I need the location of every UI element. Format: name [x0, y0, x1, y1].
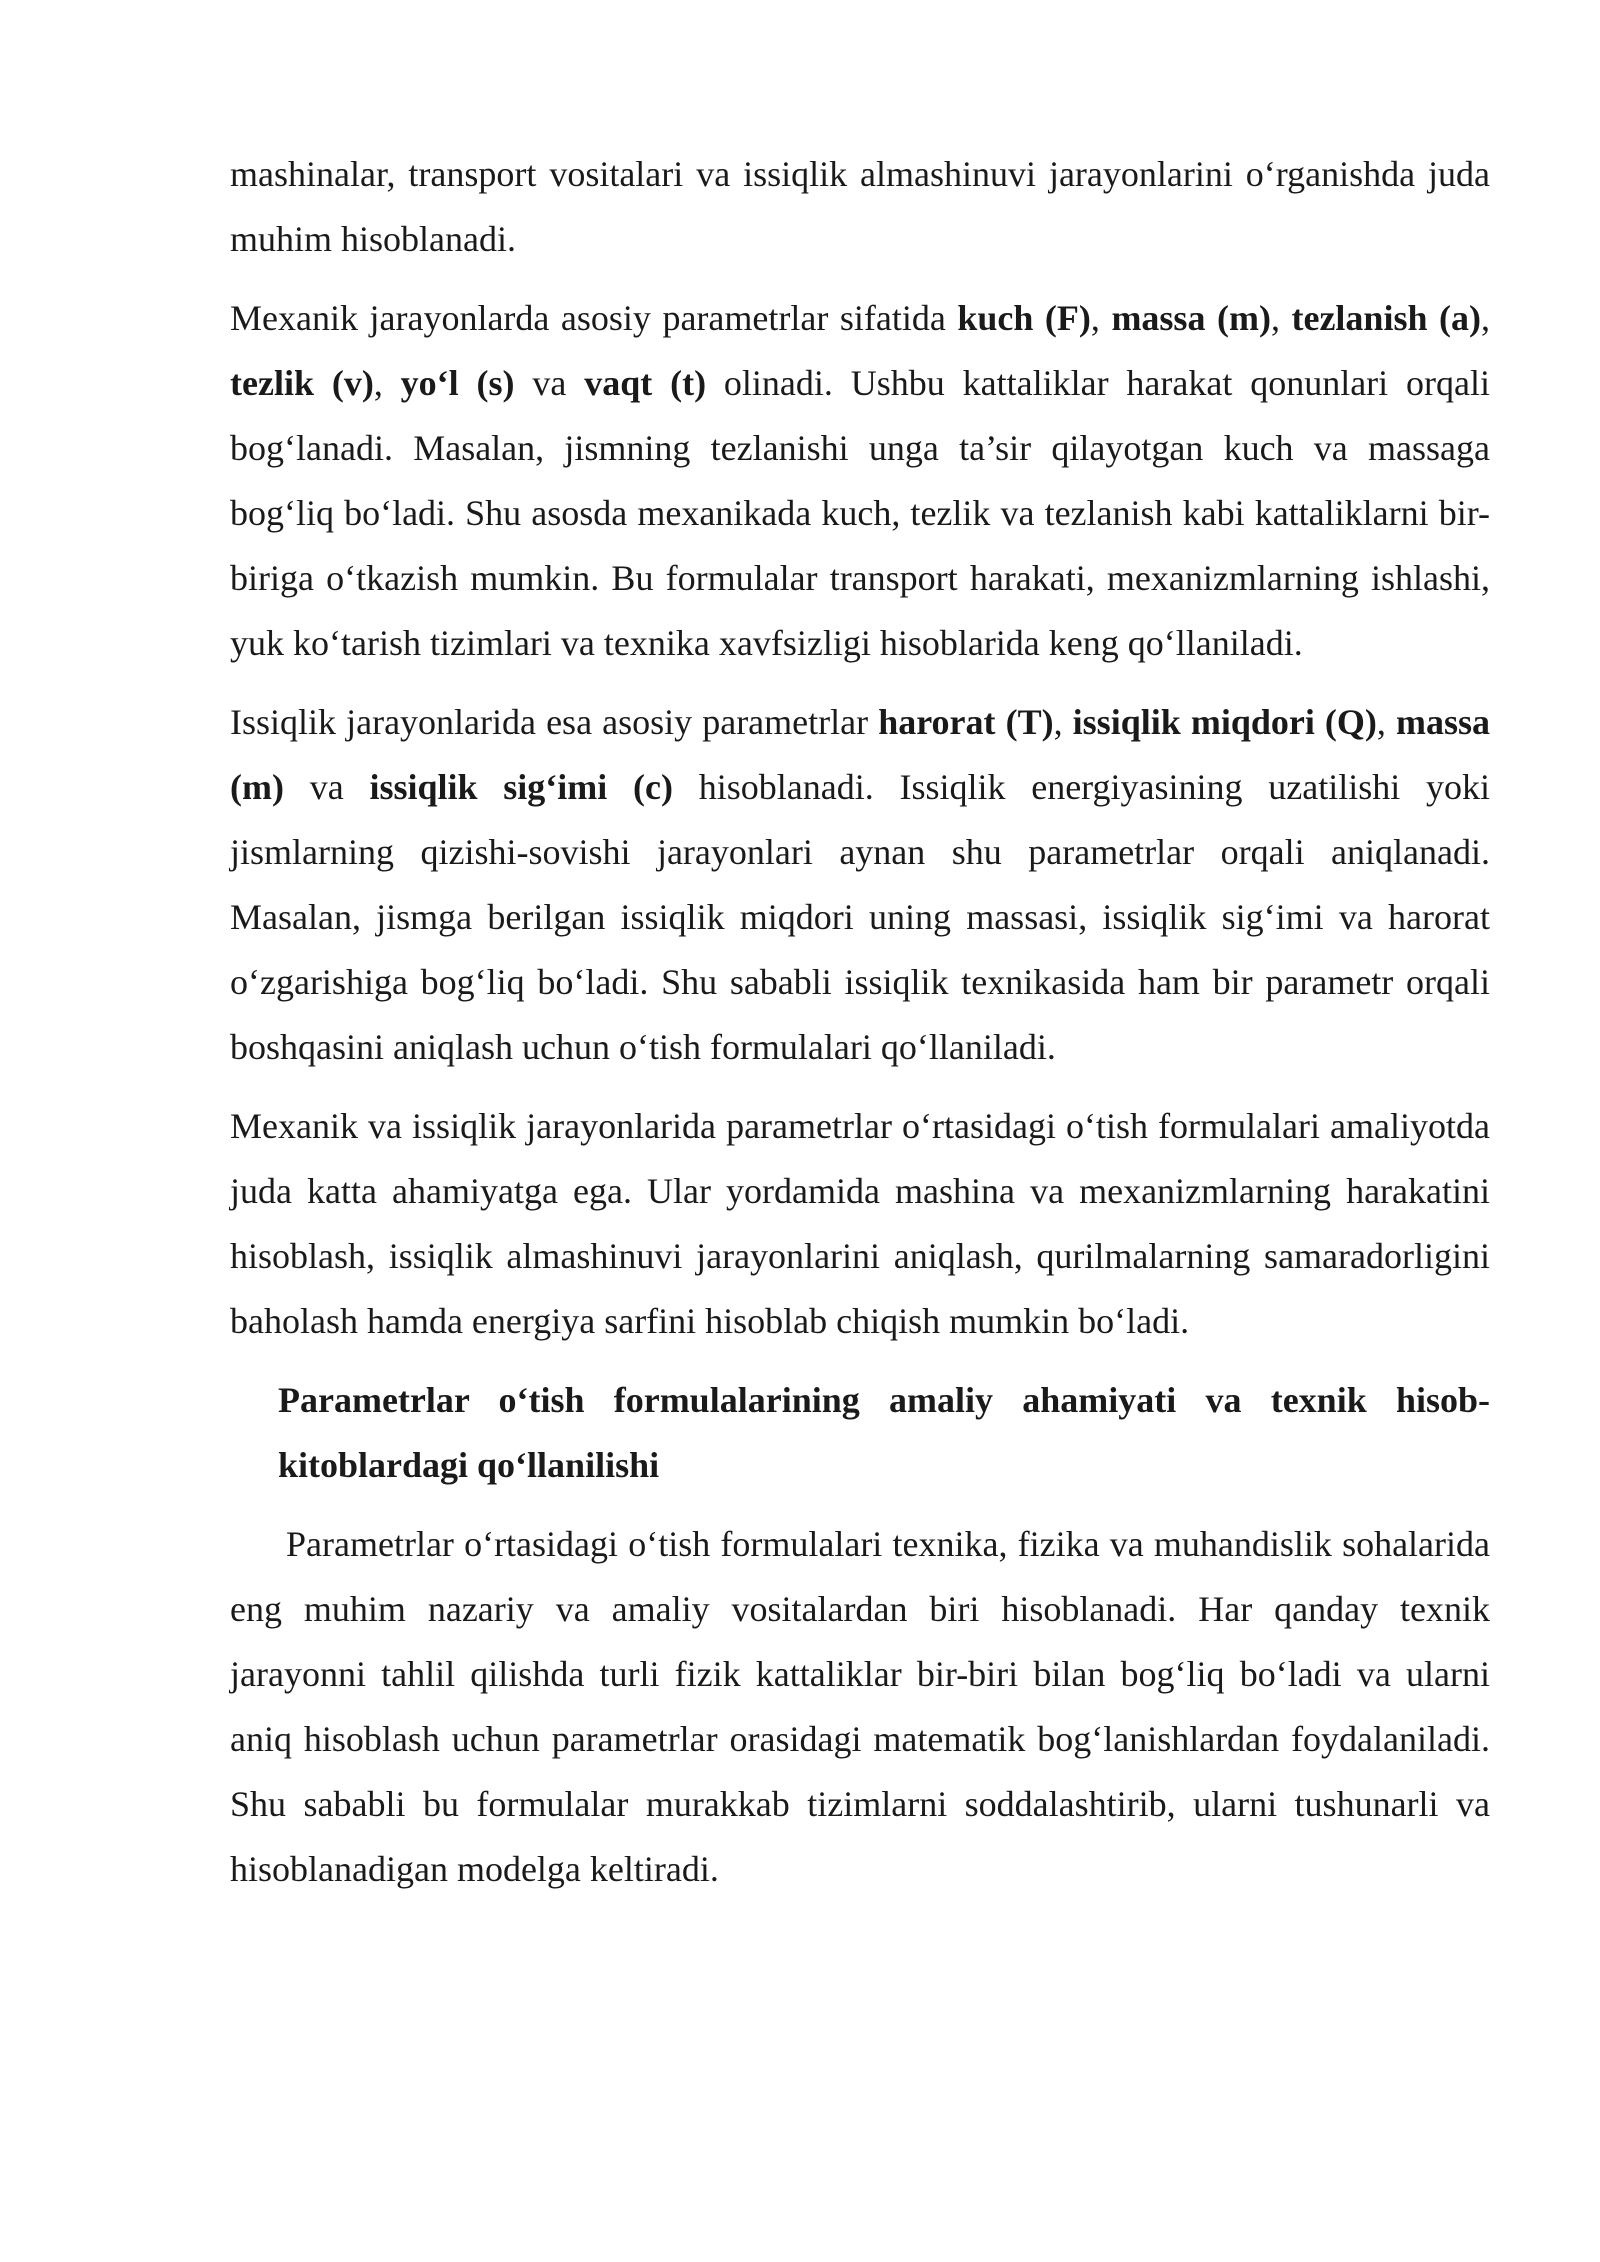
paragraph-mechanical-parameters: [230, 286, 1490, 676]
term-mass: massa (m): [230, 702, 1491, 807]
paragraph-text: ,: [1090, 298, 1112, 338]
term-temperature: harorat (T): [878, 702, 1054, 742]
paragraph-text: olinadi. Ushbu kattaliklar harakat qonunlari orqali bog‘lanadi. Masalan, jismning tezlanishi unga ta’sir qilayotgan kuch va massaga bog‘liq bo‘ladi. Shu asosda mexanikada kuch, tezlik va tezlanish kabi kattaliklarni bir-biriga o‘tkazish mumkin. Bu formulalar transport harakati, mexanizmlarning ishlashi, yuk ko‘tarish tizimlari va texnika xavfsizligi hisoblarida keng qo‘llaniladi.: [230, 363, 1491, 663]
paragraph-text: Parametrlar o‘rtasidagi o‘tish formulalari texnika, fizika va muhandislik sohalarida eng muhim nazariy va amaliy vositalardan biri hisoblanadi. Har qanday texnik jarayonni tahlil qilishda turli fizik kattaliklar bir-biri bilan bog‘liq bo‘ladi va ularni aniq hisoblash uchun parametrlar orasidagi matematik bog‘lanishlardan foydalaniladi. Shu sababli bu formulalar murakkab tizimlarni soddalashtirib, ularni tushunarli va hisoblanadigan modelga keltiradi.: [230, 1524, 1490, 1889]
paragraph-text: va: [514, 363, 585, 403]
paragraph-thermal-parameters: [230, 690, 1490, 1080]
paragraph-text: Issiqlik jarayonlarida esa asosiy parametrlar: [230, 702, 879, 742]
section-heading: [230, 1368, 1490, 1498]
term-distance: yo‘l (s): [400, 363, 515, 403]
document-body: [230, 142, 1490, 1916]
term-time: vaqt (t): [584, 363, 707, 403]
paragraph-text: ,: [1376, 702, 1396, 742]
paragraph-text: mashinalar, transport vositalari va issiqlik almashinuvi jarayonlarini o‘rganishda juda muhim hisoblanadi.: [230, 154, 1490, 259]
paragraph-text: va: [283, 767, 370, 807]
paragraph-text: Mexanik jarayonlarda asosiy parametrlar sifatida: [230, 298, 958, 338]
paragraph-practical-importance: [230, 1094, 1490, 1354]
paragraph-text: ,: [1270, 298, 1292, 338]
paragraph-text: hisoblanadi. Issiqlik energiyasining uzatilishi yoki jismlarning qizishi-sovishi jarayonlari aynan shu parametrlar orqali aniqlanadi. Masalan, jismga berilgan issiqlik miqdori uning massasi, issiqlik sig‘imi va harorat o‘zgarishiga bog‘liq bo‘ladi. Shu sababli issiqlik texnikasida ham bir parametr orqali boshqasini aniqlash uchun o‘tish formulalari qo‘llaniladi.: [230, 767, 1490, 1067]
term-force: kuch (F): [957, 298, 1091, 338]
paragraph-intro-continuation: [230, 142, 1490, 272]
paragraph-text: ,: [373, 363, 401, 403]
term-mass: massa (m): [1111, 298, 1271, 338]
paragraph-section-body: [230, 1512, 1490, 1902]
term-heat-quantity: issiqlik miqdori (Q): [1072, 702, 1377, 742]
paragraph-text: Mexanik va issiqlik jarayonlarida parametrlar o‘rtasidagi o‘tish formulalari amaliyotda juda katta ahamiyatga ega. Ular yordamida mashina va mexanizmlarning harakatini hisoblash, issiqlik almashinuvi jarayonlarini aniqlash, qurilmalarning samaradorligini baholash hamda energiya sarfini hisoblab chiqish mumkin bo‘ladi.: [230, 1106, 1490, 1341]
term-acceleration: tezlanish (a): [1291, 298, 1481, 338]
term-heat-capacity: issiqlik sig‘imi (c): [369, 767, 673, 807]
paragraph-text: ,: [1481, 298, 1490, 338]
heading-text: Parametrlar o‘tish formulalarining amaliy ahamiyati va texnik hisob-kitoblardagi qo‘llanilishi: [278, 1380, 1490, 1485]
paragraph-text: ,: [1053, 702, 1073, 742]
term-velocity: tezlik (v): [230, 363, 374, 403]
